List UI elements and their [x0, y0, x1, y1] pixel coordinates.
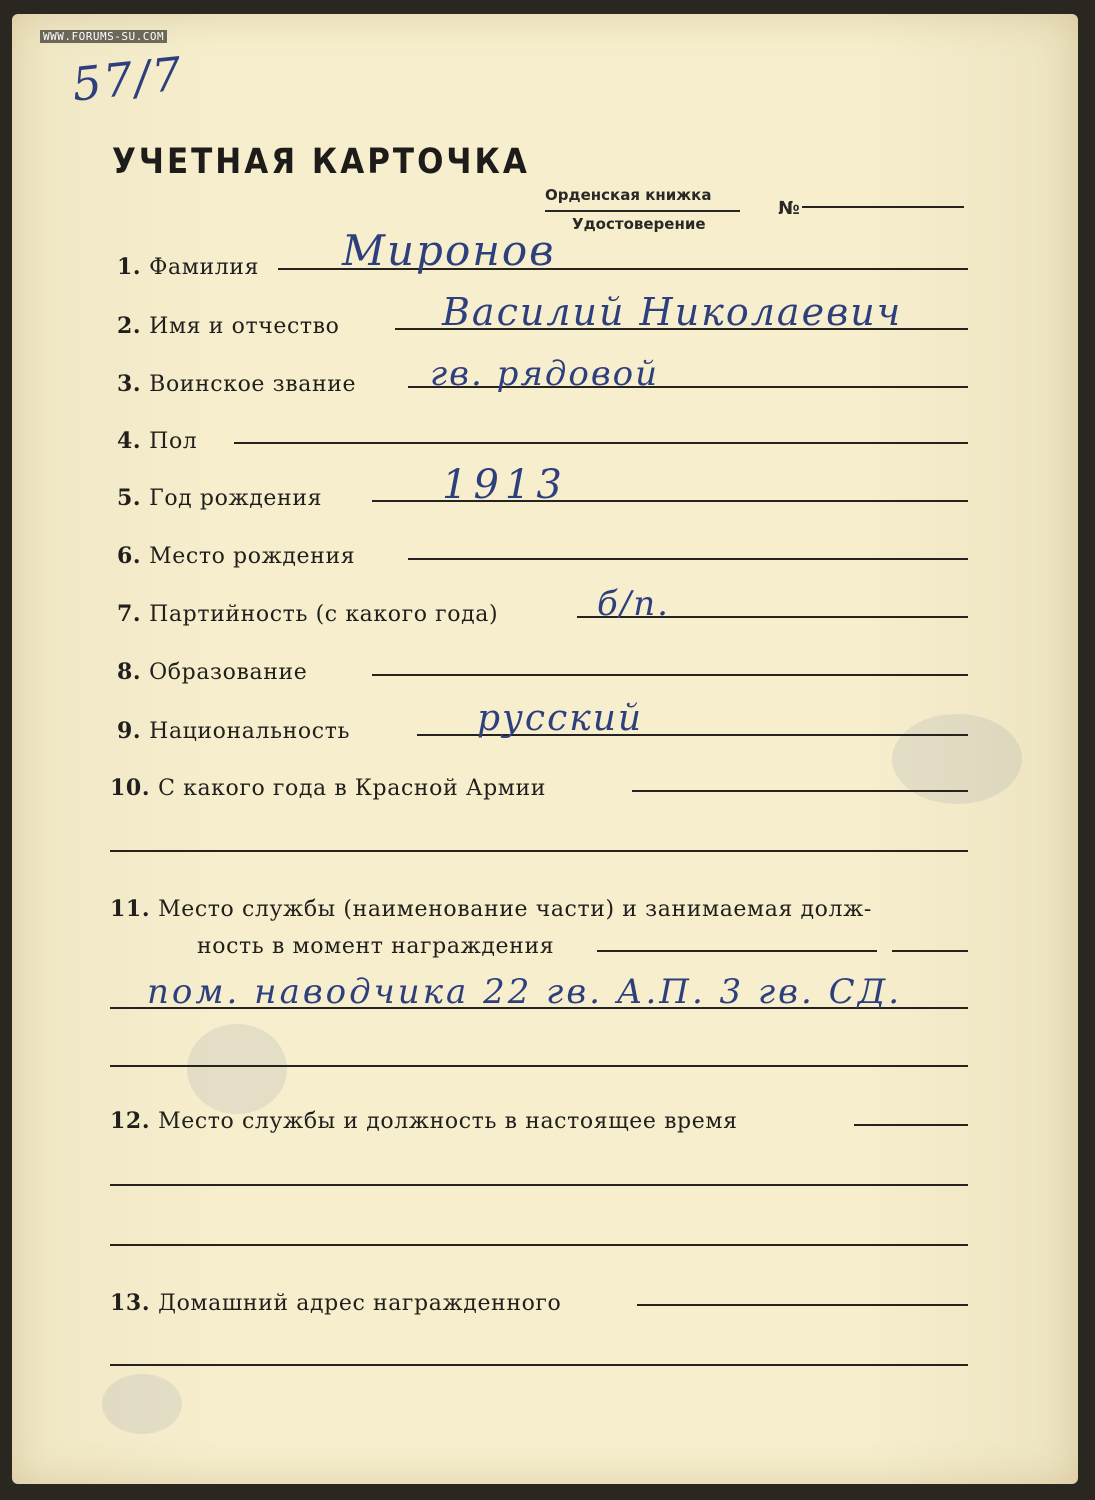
- field-sex-line: [234, 442, 968, 444]
- field-nationality-label: 9. Национальность: [117, 718, 351, 744]
- corner-handwritten-number: 57/7: [69, 46, 186, 112]
- field-birthyear-value: 1913: [442, 462, 568, 508]
- field-current-service-line-1: [854, 1124, 968, 1126]
- field-army-year-line-1: [632, 790, 968, 792]
- field-party-value: б/п.: [597, 584, 670, 624]
- record-card: [12, 14, 1078, 1484]
- field-service-place-line-3: [110, 1065, 968, 1067]
- field-current-service-line-2: [110, 1184, 968, 1186]
- field-name-label: 2. Имя и отчество: [117, 313, 340, 339]
- field-service-place-line-1: [597, 950, 877, 952]
- field-service-place-label: 11. Место службы (наименование части) и занимаемая долж-: [110, 896, 872, 922]
- field-service-place-line-1b: [892, 950, 968, 952]
- field-service-place-value: пом. наводчика 22 гв. А.П. 3 гв. СД.: [147, 972, 903, 1012]
- field-education-line: [372, 674, 968, 676]
- certificate-label: Удостоверение: [572, 215, 706, 233]
- field-party-label: 7. Партийность (с какого года): [117, 601, 499, 627]
- field-surname-value: Миронов: [342, 226, 556, 275]
- number-line: [802, 206, 964, 208]
- field-birthplace-line: [408, 558, 968, 560]
- field-sex-label: 4. Пол: [117, 428, 198, 454]
- field-army-year-label: 10. С какого года в Красной Армии: [110, 775, 547, 801]
- field-home-address-label: 13. Домашний адрес награжденного: [110, 1290, 562, 1316]
- field-nationality-value: русский: [477, 698, 644, 739]
- fraction-rule: [545, 210, 740, 212]
- field-current-service-label: 12. Место службы и должность в настоящее время: [110, 1108, 738, 1134]
- ink-smudge: [187, 1024, 287, 1114]
- field-surname-label: 1. Фамилия: [117, 254, 260, 280]
- order-book-label: Орденская книжка: [545, 186, 712, 204]
- watermark: WWW.FORUMS-SU.COM: [40, 30, 167, 43]
- field-rank-value: гв. рядовой: [430, 354, 660, 394]
- field-birthplace-label: 6. Место рождения: [117, 543, 356, 569]
- field-name-value: Василий Николаевич: [442, 290, 903, 334]
- number-sign: №: [778, 198, 800, 219]
- field-birthyear-label: 5. Год рождения: [117, 485, 323, 511]
- field-army-year-line-2: [110, 850, 968, 852]
- ink-smudge: [102, 1374, 182, 1434]
- field-home-address-line-2: [110, 1364, 968, 1366]
- field-education-label: 8. Образование: [117, 659, 308, 685]
- field-home-address-line-1: [637, 1304, 968, 1306]
- card-title: УЧЕТНАЯ КАРТОЧКА: [112, 141, 530, 183]
- field-rank-label: 3. Воинское звание: [117, 371, 357, 397]
- field-current-service-line-3: [110, 1244, 968, 1246]
- field-service-place-label-cont: ность в момент награждения: [197, 934, 555, 959]
